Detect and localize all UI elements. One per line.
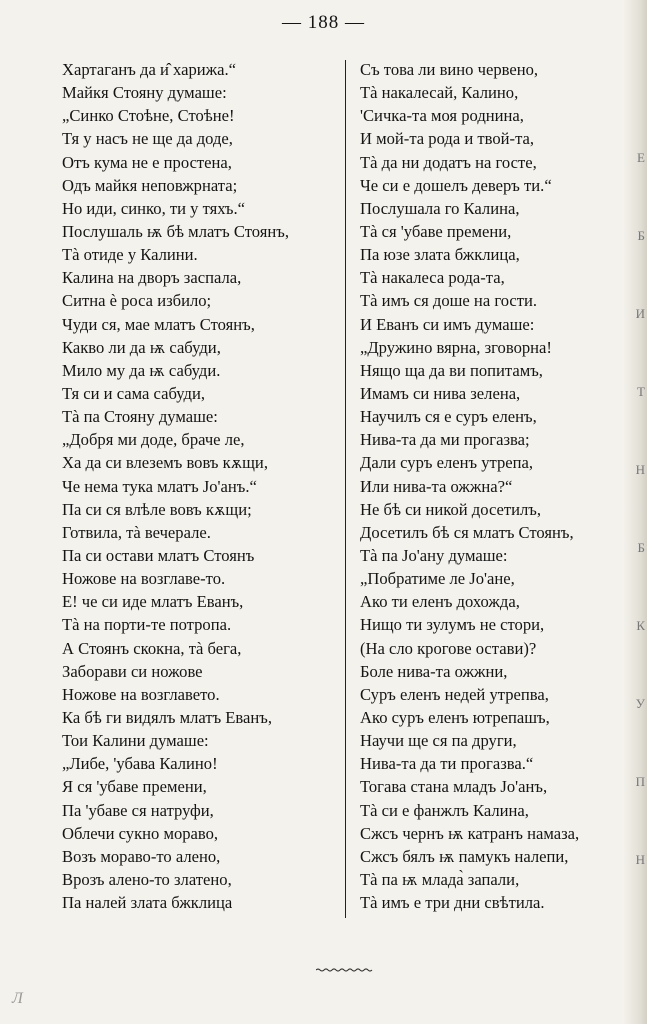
left-verse-line: Мило му да ѭ сабуди. [62,360,221,380]
edge-letter: Н [635,462,645,477]
right-verse-line: Нива-та да ми прогазва; [360,430,530,450]
left-verse-line: Чуди ся, мае млатъ Стоянъ, [62,314,255,334]
edge-letter: К [636,618,645,633]
right-verse-line: И мой-та рода и твой-та, [360,129,535,149]
right-verse-line: Дали суръ еленъ утрепа, [360,453,534,473]
left-verse-line: „Либе, 'убава Калино! [62,754,218,774]
left-poem-column [62,58,332,914]
right-verse-line: Тà ся 'убаве премени, [360,221,512,241]
left-verse-line: Облечи сукно мораво, [62,823,219,843]
edge-letter: Н [635,852,645,867]
left-verse-line: Тà па Стояну думаше: [62,407,218,427]
right-verse-line: Или нива-та ожжна?“ [360,476,513,496]
right-verse-line: „Побратиме ле Јо'ане, [360,569,515,589]
left-verse-line: Е! че си иде млатъ Еванъ, [62,592,244,612]
right-verse-line: Тогава стана младъ Јо'анъ, [360,777,548,797]
right-verse-line: Послушала го Калина, [360,198,520,218]
edge-letter: Б [637,540,645,555]
right-verse-line: Нищо ти зулумъ не стори, [360,615,545,635]
right-verse-line: Сжсъ бялъ ѭ памукъ налепи, [360,846,569,866]
left-verse-line: Ситна ѐ роса избило; [62,291,212,311]
right-verse-line: Нива-та да ти прогазва.“ [360,754,534,774]
right-verse-line: (На сло крогове остави)? [360,638,537,658]
pencil-mark: Л [12,990,23,1007]
edge-letter: И [635,306,645,321]
end-ornament [316,968,374,972]
right-verse-line: 'Сичка-та моя роднина, [360,106,524,126]
right-verse-line: Боле нива-та ожжни, [360,661,508,681]
left-verse-line: Калина на дворъ заспала, [62,268,242,288]
right-verse-line: Досетилъ бѣ ся млатъ Стоянъ, [360,522,574,542]
left-verse-line: Готвила, тà вечерале. [62,522,211,542]
left-verse-line: Тà отиде у Калини. [62,245,198,265]
left-verse-line: „Синко Стоѣне, Стоѣне! [62,106,235,126]
edge-letter: Б [637,228,645,243]
right-verse-line: Сжсъ чернъ ѭ катранъ намаза, [360,823,580,843]
edge-letter: Т [637,384,645,399]
right-verse-line: Тà па ѭ млада̀ запали, [360,869,520,889]
left-verse-line: Послушаль ѭ бѣ млатъ Стоянъ, [62,221,289,241]
right-verse-line: Ако ти еленъ дохожда, [360,592,520,612]
right-verse-line: Па юзе злата бжклица, [360,245,520,265]
left-verse-line: Врозъ алено-то златено, [62,869,232,889]
edge-letter: П [635,774,645,789]
left-verse-line: Че нема тука млатъ Јо'анъ.“ [62,476,257,496]
right-verse-line: „Дружино вярна, зговорна! [360,337,552,357]
left-verse-line: Но иди, синко, ти у тяхъ.“ [62,198,246,218]
left-verse-line: Майкя Стояну думаше: [62,83,227,103]
right-verse-line: Тà накалеса рода-та, [360,268,505,288]
left-verse-line: Па си остави млатъ Стоянъ [62,545,255,565]
right-verse-line: Тà имъ ся доше на гости. [360,291,538,311]
right-poem-column [360,58,620,914]
right-verse-line: Научилъ ся е суръ еленъ, [360,407,537,427]
right-verse-line: Че си е дошелъ деверъ ти.“ [360,175,552,195]
left-verse-line: Па си ся влѣле вовъ кѫщи; [62,499,252,519]
left-verse-line: Заборави си ножове [62,661,203,681]
right-verse-line: Не бѣ си никой досетилъ, [360,499,542,519]
left-verse-line: А Стоянъ скокна, тà бега, [62,638,242,658]
edge-letter: У [635,696,645,711]
right-verse-line: Съ това ли вино червено, [360,60,539,79]
right-verse-line: Тà имъ е три дни свѣтила. [360,893,545,913]
right-verse-line: Ако суръ еленъ ютрепашъ, [360,707,550,727]
right-verse-line: Имамъ си нива зелена, [360,383,521,403]
edge-letter: Е [637,150,645,165]
left-verse-line: Я ся 'убаве премени, [62,777,207,797]
right-verse-line: Тà си е фанжлъ Калина, [360,800,529,820]
left-verse-line: Тя си и сама сабуди, [62,383,206,403]
left-verse-line: Па налей злата бжклица [62,893,233,913]
right-verse-line: Тà па Јо'ану думаше: [360,545,508,565]
left-verse-line: Отъ кума не е простена, [62,152,232,172]
right-verse-line: Тà да ни додатъ на госте, [360,152,537,172]
right-verse-line: Суръ еленъ недей утрепва, [360,684,549,704]
right-verse-line: И Еванъ си имъ думаше: [360,314,535,334]
left-verse-line: Ка бѣ ги видялъ млатъ Еванъ, [62,707,273,727]
left-verse-line: Па 'убаве ся натруфи, [62,800,214,820]
left-verse-line: Хартаганъ да и̂ харижа.“ [62,60,236,79]
right-verse-line: Нящо ща да ви попитамъ, [360,360,543,380]
left-verse-line: Одъ майкя неповжрната; [62,175,238,195]
left-verse-line: Ха да си влеземъ вовъ кѫщи, [62,453,268,473]
left-verse-line: „Добря ми доде, браче ле, [62,430,245,450]
left-verse-line: Ножове на возглавето. [62,684,220,704]
left-verse-line: Тя у насъ не ще да доде, [62,129,233,149]
left-verse-line: Возъ мораво-то алено, [62,846,221,866]
left-verse-line: Ножове на возглаве-то. [62,569,226,589]
column-divider [345,60,346,918]
facing-page-edge [623,0,647,1024]
left-verse-line: Какво ли да ѭ сабуди, [62,337,221,357]
left-verse-line: Тои Калини думаше: [62,731,209,751]
right-verse-line: Научи ще ся па други, [360,731,517,751]
right-verse-line: Тà накалесай, Калино, [360,83,519,103]
page-number-header: — 188 — [282,12,365,33]
left-verse-line: Тà на порти-те потропа. [62,615,232,635]
